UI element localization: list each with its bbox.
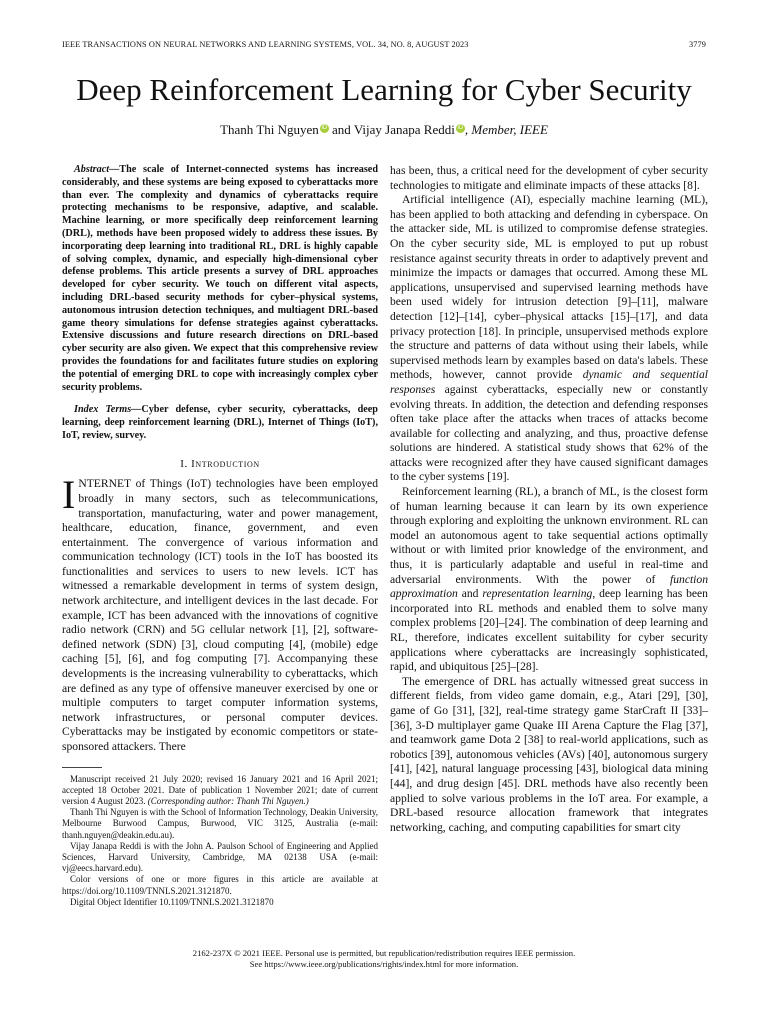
author-1: Thanh Thi Nguyen [220,122,319,137]
section-numeral: I. [180,457,188,470]
paper-title: Deep Reinforcement Learning for Cyber Security [76,72,692,107]
page-number: 3779 [689,40,706,49]
left-column [62,164,378,908]
orcid-icon[interactable]: iD [321,125,328,131]
section-heading-introduction [62,457,378,472]
orcid-icon[interactable]: iD [457,125,464,131]
copyright-notice [0,948,768,970]
intro-text: NTERNET of Things (IoT) technologies have been employed broadly in many sectors, such as telecommunications, transportation, manufacturing, water and power management, healthcare, education, finance, government, and even entertainment. The convergence of various information and communication technology (ICT) tools in the IoT has boosted its functionalities and services to users to new levels. ICT has witnessed a remarkable development in terms of system design, network architecture, and intelligent devices in the last decade. For example, ICT has been advanced with the innovations of cognitive radio network (CRN) and 5G cellular network [1], [2], software-defined network (SDN) [3], cloud computing [4], (mobile) edge caching [5], [6], and fog computing [7]. Accompanying these developments is the increasing vulnerability to cyberattacks, which are defined as any type of offensive maneuver exercised by one or multiple computers to target computer information systems, network infrastructures, or personal computer devices. Cyberattacks may be instigated by economic competitors or state-sponsored attackers. There [62,477,378,754]
footnotes [62,774,378,908]
footnote-doi: Digital Object Identifier 10.1109/TNNLS.2021.3121870 [70,896,274,907]
footnote-manuscript: Manuscript received 21 July 2020; revised 16 January 2021 and 16 April 2021; accepted 18 October 2021. Date of publication 1 November 2021; date of current version 4 August 2023. (Corresponding author: Thanh Thi Nguyen.) [62,773,378,807]
intro-paragraph [62,472,378,754]
right-column [390,164,708,835]
author-line: Thanh Thi Nguyen iD and Vijay Janapa Reddi iD , Member, IEEE [220,122,548,137]
section-title: Introduction [191,457,260,470]
body-paragraph: Artificial intelligence (AI), especially machine learning (ML), has been applied to both attacking and defending in cyberspace. On the attacker side, ML is utilized to compromise defense strategies. On the cyber security side, ML is employed to put up robust resistance against security threats in order to adaptively prevent and minimize the impacts or damages that occurred. Among these ML applications, unsupervised and supervised learning methods have been used widely for intrusion detection [9]–[11], malware detection [12]–[14], cyber–physical attacks [15]–[17], and data privacy protection [18]. In principle, unsupervised methods explore the structure and patterns of data without using their labels, while supervised methods learn by examples based on data's labels. These methods, however, cannot provide dynamic and sequential responses against cyberattacks, especially new or constantly evolving threats. In addition, the detection and defending responses often take place after the attacks when traces of attacks become available for collecting and analyzing, and thus, proactive defense solutions are hindered. A statistical study shows that 62% of the attacks were recognized after they have caused significant damages to the cyber systems [19]. [390,193,708,484]
footnote-author-1: Thanh Thi Nguyen is with the School of Information Technology, Deakin University, Melbourne Burwood Campus, Burwood, VIC 3125, Australia (e-mail: thanh.nguyen@deakin.edu.au). [62,807,378,840]
body-paragraph: The emergence of DRL has actually witnessed great success in different fields, from video game domain, e.g., Atari [29], [30], game of Go [31], [32], real-time strategy game StarCraft II [33]–[36], 3-D multiplayer game Quake III Arena Capture the Flag [37], and teamwork game Dota 2 [38] to real-world applications, such as robotics [39], autonomous vehicles (AVs) [40], autonomous surgery [41], [42], natural language processing [43], biological data mining [44], and drug design [45]. DRL methods have also recently been applied to solve various problems in the IoT area. For example, a DRL-based resource allocation framework that integrates networking, caching, and computing capabilities for smart city [390,674,708,834]
body-paragraph: Reinforcement learning (RL), a branch of ML, is the closest form of human learning because it can learn by its own experience through exploring and exploiting the unknown environment. RL can model an autonomous agent to take sequential actions optimally without or with limited prior knowledge of the environment, and thus, it is particularly adaptable and useful in real-time and adversarial environments. With the power of function approximation and representation learning, deep learning has been incorporated into RL methods and enabled them to solve many complex problems [20]–[24]. The combination of deep learning and RL, therefore, indicates excellent suitability for cyber security applications where cyberattacks are increasingly sophisticated, rapid, and ubiquitous [25]–[28]. [390,485,708,674]
abstract [62,164,378,394]
abstract-text: The scale of Internet-connected systems has increased considerably, and these systems are being exposed to cyberattacks more than ever. The complexity and dynamics of cyberattacks require protecting mechanisms to be responsive, adaptive, and scalable. Machine learning, or more specifically deep reinforcement learning (DRL), methods have been proposed widely to address these issues. By incorporating deep learning into traditional RL, DRL is highly capable of solving complex, dynamic, and especially high-dimensional cyber defense problems. This article presents a survey of DRL approaches developed for cyber security. We touch on different vital aspects, including DRL-based security methods for cyber–physical systems, autonomous intrusion detection techniques, and multiagent DRL-based game theory simulations for defense strategies against cyberattacks. Extensive discussions and future research directions on DRL-based cyber security are also given. We expect that this comprehensive review provides the foundations for and facilitates future studies on exploring the potential of emerging DRL to cope with increasingly complex cyber security problems. [62,164,378,393]
index-terms [62,404,378,442]
drop-cap: I [62,472,76,518]
index-terms-text: Cyber defense, cyber security, cyberattacks, deep learning, deep reinforcement learning (DRL), Internet of Things (IoT), IoT, review, survey. [62,404,378,441]
journal-name: IEEE TRANSACTIONS ON NEURAL NETWORKS AND LEARNING SYSTEMS, VOL. 34, NO. 8, AUGUST 2023 [62,40,469,49]
author-2: Vijay Janapa Reddi [353,122,455,137]
author-membership: Member, IEEE [471,122,548,137]
index-terms-label: Index Terms— [74,404,142,416]
footnote-rule [62,767,102,768]
body-paragraph: has been, thus, a critical need for the development of cyber security technologies to mitigate and eliminate impacts of these attacks [8]. [390,164,708,192]
abstract-label: Abstract— [74,164,120,175]
copyright-line-1: 2162-237X © 2021 IEEE. Personal use is permitted, but republication/redistribution requires IEEE permission. [192,948,576,958]
footnote-author-2: Vijay Janapa Reddi is with the John A. Paulson School of Engineering and Applied Sciences, Harvard University, Cambridge, MA 02138 USA (e-mail: vj@eecs.harvard.edu). [62,840,378,874]
author-connector: and [332,122,351,137]
footnote-color-versions: Color versions of one or more figures in this article are available at https://doi.org/10.1109/TNNLS.2021.3121870. [62,874,378,896]
copyright-line-2: See https://www.ieee.org/publications/rights/index.html for more information. [249,959,519,969]
running-header [62,40,706,49]
